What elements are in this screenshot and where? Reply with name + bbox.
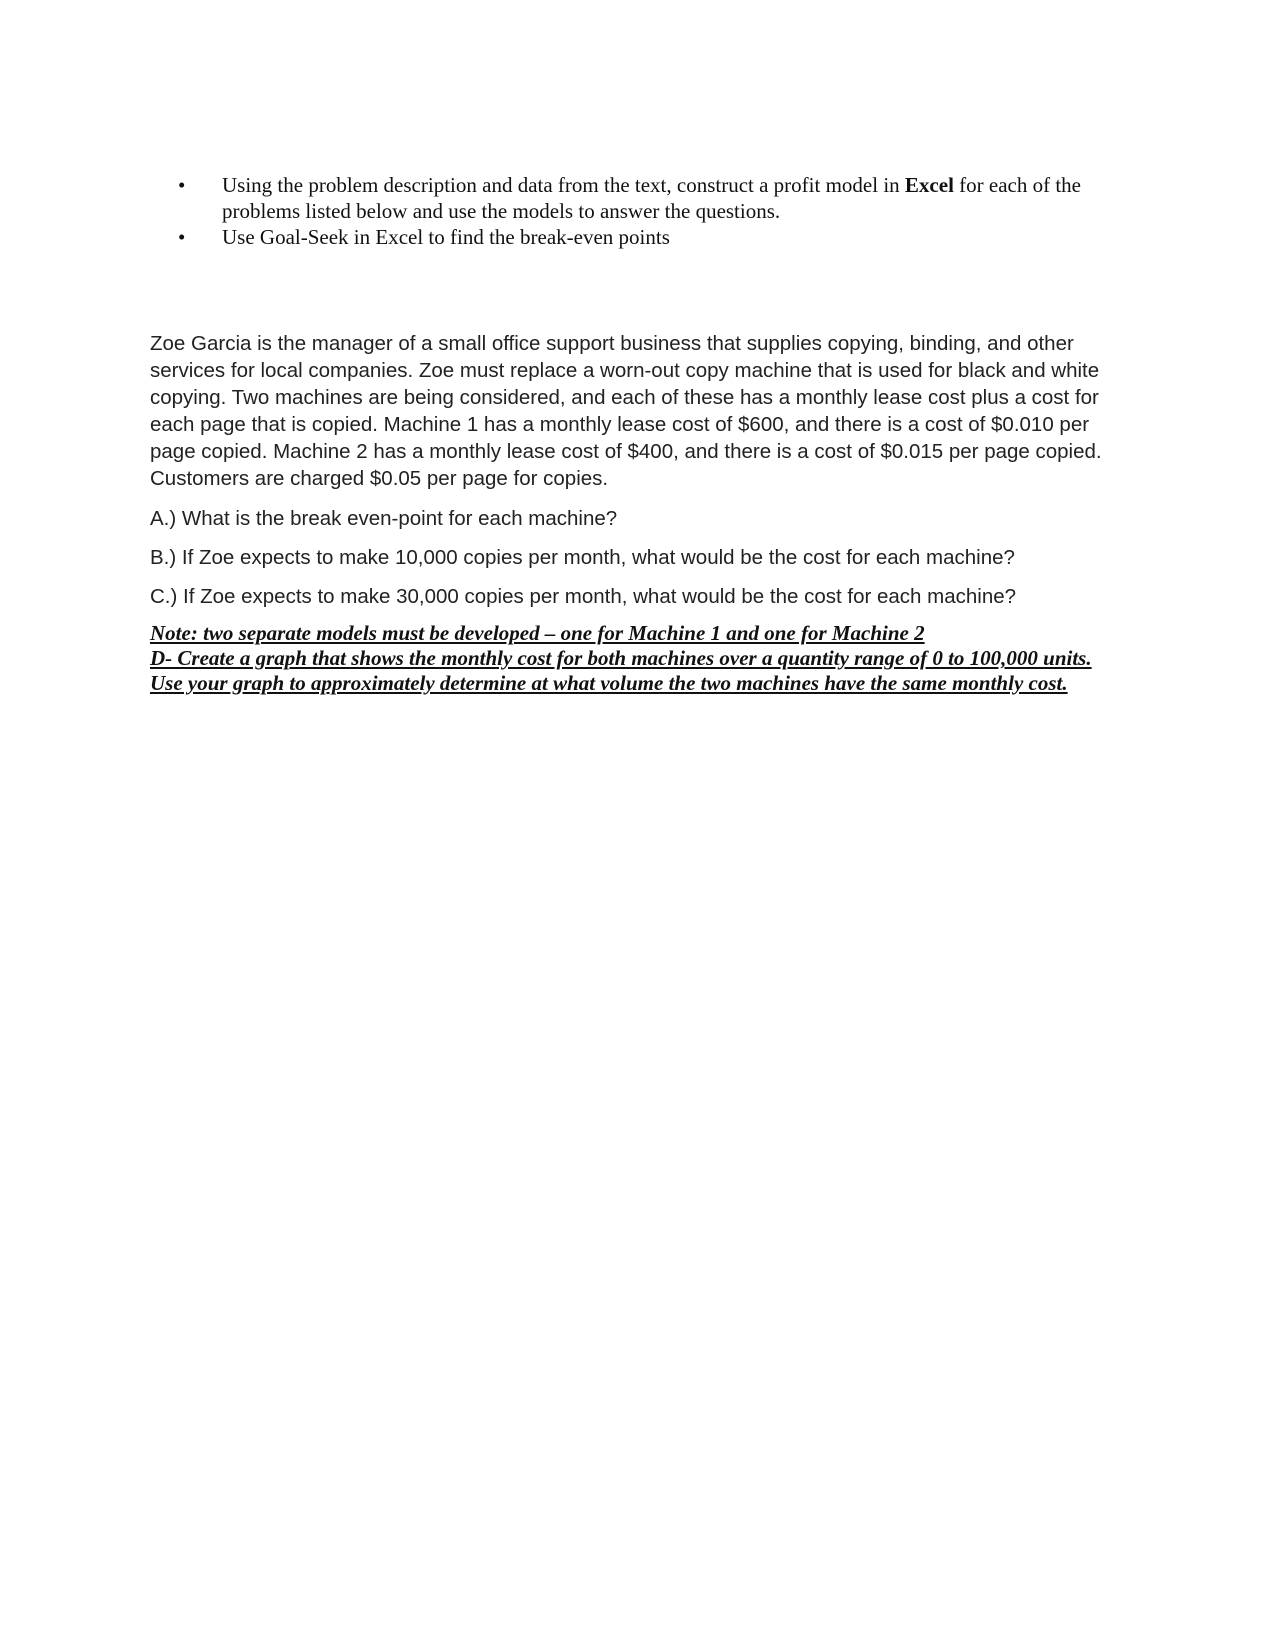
note-create-graph: D- Create a graph that shows the monthly cost for both machines over a quantity range of 0 to 100,000 units. <box>150 646 1092 670</box>
instruction-text-start: Using the problem description and data from the text, construct a profit model in <box>222 173 905 197</box>
instruction-list <box>178 172 1108 250</box>
question-b: B.) If Zoe expects to make 10,000 copies per month, what would be the cost for each machine? <box>150 546 1015 569</box>
problem-description: Zoe Garcia is the manager of a small office support business that supplies copying, binding, and other services for local companies. Zoe must replace a worn-out copy machine that is used for black and white copying. Two machines are being considered, and each of these has a monthly lease cost plus a cost for each page that is copied. Machine 1 has a monthly lease cost of $600, and there is a cost of $0.010 per page copied. Machine 2 has a monthly lease cost of $400, and there is a cost of $0.015 per page copied. Customers are charged $0.05 per page for copies. <box>150 332 1102 490</box>
instruction-text-bold: Excel <box>904 173 954 197</box>
notes-block <box>150 621 1130 696</box>
instruction-text: Use Goal-Seek in Excel to find the break-even points <box>222 225 670 249</box>
note-use-graph: Use your graph to approximately determine at what volume the two machines have the same monthly cost. <box>150 671 1068 695</box>
instruction-text <box>222 173 1081 223</box>
bullet-icon: • <box>178 225 186 249</box>
note-two-models: Note: two separate models must be developed – one for Machine 1 and one for Machine 2 <box>150 621 925 645</box>
instruction-text-end: for each of the problems listed below and use the models to answer the questions. <box>222 173 1082 223</box>
instruction-item-goal-seek <box>178 224 1108 250</box>
bullet-icon: • <box>178 173 186 197</box>
question-a: A.) What is the break even-point for each machine? <box>150 507 618 530</box>
instruction-item-excel-model <box>178 172 1108 224</box>
question-c: C.) If Zoe expects to make 30,000 copies per month, what would be the cost for each machine? <box>150 585 1017 608</box>
